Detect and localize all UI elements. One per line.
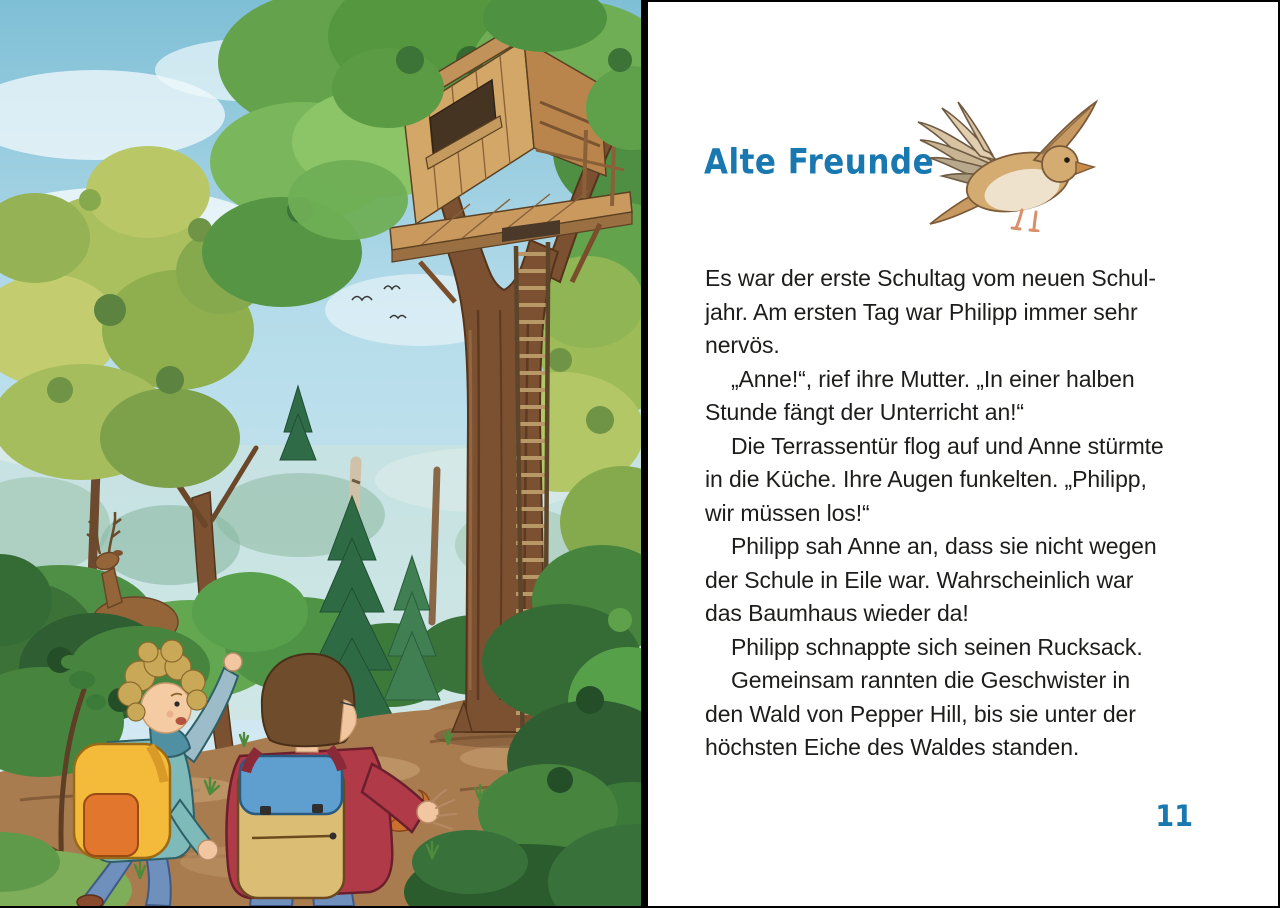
story-line: nervös.	[705, 332, 780, 358]
story-line: der Schule in Eile war. Wahrscheinlich war	[705, 566, 1134, 593]
story-line: wir müssen los!“	[705, 499, 870, 526]
story-line: „Anne!“, rief ihre Mutter. „In einer halben	[731, 365, 1135, 392]
story-line: in die Küche. Ihre Augen funkelten. „Philipp,	[705, 466, 1147, 492]
story-line: Philipp schnappte sich seinen Rucksack.	[731, 633, 1143, 660]
page-number: 11	[1155, 799, 1193, 834]
story-line: das Baumhaus wieder da!	[705, 600, 969, 626]
story-text	[705, 262, 1205, 765]
chapter-title: Alte Freunde	[704, 142, 935, 183]
story-line: jahr. Am ersten Tag war Philipp immer sehr	[705, 298, 1138, 325]
story-line: den Wald von Pepper Hill, bis sie unter der	[705, 700, 1136, 727]
story-line: Die Terrassentür flog auf und Anne stürmte	[731, 432, 1164, 459]
story-line: Es war der erste Schultag vom neuen Schul-	[705, 265, 1156, 291]
story-line: Gemeinsam rannten die Geschwister in	[731, 667, 1131, 693]
text-page	[648, 0, 1280, 908]
story-line: Philipp sah Anne an, dass sie nicht wegen	[731, 533, 1157, 559]
page-divider	[641, 0, 648, 908]
story-line: höchsten Eiche des Waldes standen.	[705, 734, 1080, 760]
flying-sparrow-icon	[900, 88, 1106, 232]
story-line: Stunde fängt der Unterricht an!“	[705, 399, 1024, 425]
forest-illustration	[0, 0, 641, 906]
